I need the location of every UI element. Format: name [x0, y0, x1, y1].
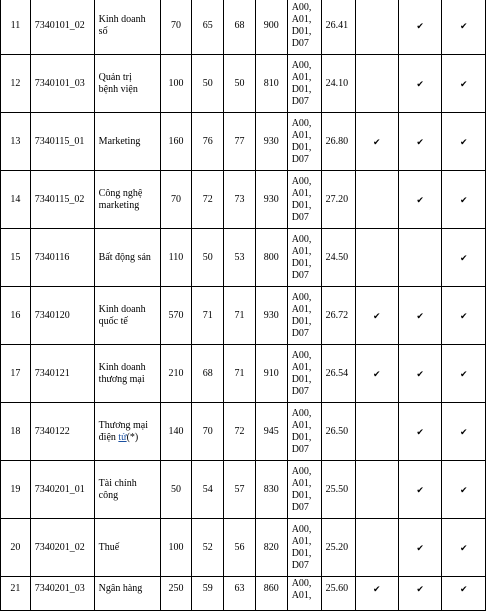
subject-combination: A00, [291, 117, 312, 129]
subject-combination: A00, [291, 523, 312, 535]
threshold-c-cell: 900 [255, 0, 287, 55]
method-2-check-cell: ✔ [398, 403, 441, 461]
admission-score-cell: 24.10 [321, 55, 355, 113]
admission-score-cell: 27.20 [321, 171, 355, 229]
method-2-check-cell: ✔ [398, 171, 441, 229]
table-row [1, 0, 486, 55]
subject-combination: A01, [291, 361, 312, 373]
program-name-line: công [98, 489, 119, 501]
program-name-line: Ngân hàng [98, 583, 143, 594]
row-number-cell: 21 [1, 577, 31, 611]
threshold-c-cell: 830 [255, 461, 287, 519]
subject-combination: A01, [291, 303, 312, 315]
program-name-cell [94, 287, 160, 345]
subject-combination: A01, [291, 71, 312, 83]
quota-cell: 160 [160, 113, 192, 171]
program-name-line: thương mại [98, 373, 145, 385]
subject-combination: A01, [291, 419, 312, 431]
threshold-c-cell: 945 [255, 403, 287, 461]
threshold-a-cell: 50 [192, 55, 224, 113]
admission-score-cell: 26.80 [321, 113, 355, 171]
quota-cell: 250 [160, 577, 192, 611]
method-3-check-cell: ✔ [442, 345, 486, 403]
threshold-b-cell: 50 [224, 55, 256, 113]
threshold-b-cell: 57 [224, 461, 256, 519]
row-number-cell: 11 [1, 0, 31, 55]
method-3-check-cell: ✔ [442, 577, 486, 611]
subject-combination: A01, [291, 129, 312, 141]
subject-combination: A00, [291, 465, 312, 477]
program-name-line: Marketing [98, 135, 141, 147]
program-code-cell: 7340116 [30, 229, 94, 287]
method-1-check-cell [355, 461, 398, 519]
table-row [1, 229, 486, 287]
threshold-b-cell: 71 [224, 345, 256, 403]
program-code-cell: 7340201_02 [30, 519, 94, 577]
program-name-line: Thương mại [98, 419, 148, 431]
threshold-a-cell: 68 [192, 345, 224, 403]
method-2-check-cell: ✔ [398, 345, 441, 403]
program-name-line: Bất động sản [98, 251, 151, 263]
row-number-cell: 16 [1, 287, 31, 345]
method-3-check-cell: ✔ [442, 287, 486, 345]
subject-combinations-cell [287, 171, 321, 229]
table-row [1, 461, 486, 519]
admission-score-cell: 26.50 [321, 403, 355, 461]
program-code-cell: 7340115_02 [30, 171, 94, 229]
program-name-line: Thuế [98, 541, 120, 553]
subject-combination: A01, [291, 245, 312, 257]
threshold-a-cell: 70 [192, 403, 224, 461]
row-number-cell: 15 [1, 229, 31, 287]
program-name-line: Kinh doanh [98, 303, 146, 315]
subject-combination: A00, [291, 233, 312, 245]
method-2-check-cell: ✔ [398, 0, 441, 55]
method-1-check-cell: ✔ [355, 113, 398, 171]
table-row [1, 171, 486, 229]
quota-cell: 140 [160, 403, 192, 461]
threshold-c-cell: 930 [255, 287, 287, 345]
program-name-cell [94, 577, 160, 611]
program-name-line: Tài chính [98, 477, 137, 489]
subject-combination: A00, [291, 59, 312, 71]
row-number-cell: 17 [1, 345, 31, 403]
threshold-b-cell: 68 [224, 0, 256, 55]
program-name-line: quốc tế [98, 315, 128, 327]
threshold-c-cell: 800 [255, 229, 287, 287]
program-code-cell: 7340101_03 [30, 55, 94, 113]
method-2-check-cell: ✔ [398, 577, 441, 611]
subject-combination: D01, [291, 547, 312, 559]
row-number-cell: 14 [1, 171, 31, 229]
subject-combinations-cell [287, 0, 321, 55]
quota-cell: 100 [160, 519, 192, 577]
table-row [1, 113, 486, 171]
subject-combination: D07 [291, 385, 309, 397]
subject-combinations-cell [287, 577, 321, 611]
admission-score-cell: 25.60 [321, 577, 355, 611]
quota-cell: 70 [160, 171, 192, 229]
row-number-cell: 20 [1, 519, 31, 577]
program-name-cell [94, 461, 160, 519]
method-1-check-cell [355, 0, 398, 55]
threshold-c-cell: 860 [255, 577, 287, 611]
table-row [1, 55, 486, 113]
threshold-a-cell: 52 [192, 519, 224, 577]
table-row [1, 287, 486, 345]
program-name-line: bệnh viện [98, 83, 138, 95]
subject-combination: D01, [291, 199, 312, 211]
subject-combinations-cell [287, 403, 321, 461]
program-code-cell: 7340122 [30, 403, 94, 461]
subject-combination: A00, [291, 291, 312, 303]
quota-cell: 110 [160, 229, 192, 287]
table-body [1, 0, 486, 611]
program-name-cell [94, 229, 160, 287]
method-3-check-cell: ✔ [442, 113, 486, 171]
method-1-check-cell [355, 403, 398, 461]
method-3-check-cell: ✔ [442, 403, 486, 461]
method-1-check-cell [355, 519, 398, 577]
program-name-link[interactable]: tử [118, 431, 127, 443]
subject-combination: D07 [291, 559, 309, 571]
threshold-b-cell: 63 [224, 577, 256, 611]
method-3-check-cell: ✔ [442, 55, 486, 113]
method-2-check-cell: ✔ [398, 55, 441, 113]
subject-combination: A01, [291, 13, 312, 25]
threshold-c-cell: 810 [255, 55, 287, 113]
program-name-cell [94, 519, 160, 577]
admission-score-cell: 25.20 [321, 519, 355, 577]
subject-combination: D01, [291, 315, 312, 327]
program-name-line: Kinh doanh [98, 361, 146, 373]
subject-combination: D01, [291, 141, 312, 153]
subject-combination: D07 [291, 95, 309, 107]
subject-combinations-cell [287, 461, 321, 519]
threshold-c-cell: 930 [255, 113, 287, 171]
threshold-b-cell: 56 [224, 519, 256, 577]
subject-combination: D01, [291, 431, 312, 443]
quota-cell: 70 [160, 0, 192, 55]
table-row [1, 519, 486, 577]
subject-combination: D01, [291, 257, 312, 269]
program-code-cell: 7340201_03 [30, 577, 94, 611]
program-code-cell: 7340201_01 [30, 461, 94, 519]
program-name-cell [94, 0, 160, 55]
program-name-line: Quản trị [98, 71, 132, 83]
subject-combination: D07 [291, 443, 309, 455]
method-3-check-cell: ✔ [442, 229, 486, 287]
threshold-b-cell: 72 [224, 403, 256, 461]
table-row [1, 345, 486, 403]
method-2-check-cell [398, 229, 441, 287]
program-name-line: điện tử(*) [98, 431, 139, 443]
program-name-cell [94, 55, 160, 113]
subject-combination: D07 [291, 327, 309, 339]
threshold-a-cell: 59 [192, 577, 224, 611]
admission-score-cell: 26.72 [321, 287, 355, 345]
method-3-check-cell: ✔ [442, 0, 486, 55]
quota-cell: 50 [160, 461, 192, 519]
method-1-check-cell [355, 55, 398, 113]
threshold-a-cell: 71 [192, 287, 224, 345]
subject-combination: A00, [291, 175, 312, 187]
subject-combination: A00, [291, 1, 312, 13]
subject-combination: D07 [291, 501, 309, 513]
subject-combination: A00, [291, 407, 312, 419]
threshold-a-cell: 76 [192, 113, 224, 171]
subject-combinations-cell [287, 345, 321, 403]
threshold-a-cell: 65 [192, 0, 224, 55]
threshold-b-cell: 73 [224, 171, 256, 229]
method-1-check-cell: ✔ [355, 577, 398, 611]
subject-combination: D01, [291, 25, 312, 37]
quota-cell: 100 [160, 55, 192, 113]
admission-score-cell: 24.50 [321, 229, 355, 287]
admission-score-cell: 26.54 [321, 345, 355, 403]
program-name-cell [94, 171, 160, 229]
subject-combination: A01, [291, 187, 312, 199]
method-2-check-cell: ✔ [398, 113, 441, 171]
threshold-a-cell: 72 [192, 171, 224, 229]
admission-score-cell: 26.41 [321, 0, 355, 55]
subject-combination: A01, [291, 590, 312, 601]
threshold-b-cell: 77 [224, 113, 256, 171]
quota-cell: 210 [160, 345, 192, 403]
subject-combination: A01, [291, 535, 312, 547]
table-row [1, 403, 486, 461]
subject-combinations-cell [287, 519, 321, 577]
method-2-check-cell: ✔ [398, 287, 441, 345]
program-name-cell [94, 403, 160, 461]
subject-combination: A00, [291, 349, 312, 361]
method-3-check-cell: ✔ [442, 171, 486, 229]
subject-combination: D07 [291, 269, 309, 281]
threshold-c-cell: 820 [255, 519, 287, 577]
program-code-cell: 7340120 [30, 287, 94, 345]
threshold-c-cell: 930 [255, 171, 287, 229]
program-name-line: Công nghệ [98, 187, 143, 199]
program-code-cell: 7340101_02 [30, 0, 94, 55]
program-name-cell [94, 113, 160, 171]
method-3-check-cell: ✔ [442, 461, 486, 519]
subject-combination: D07 [291, 211, 309, 223]
subject-combination: D01, [291, 373, 312, 385]
threshold-c-cell: 910 [255, 345, 287, 403]
subject-combination: D07 [291, 153, 309, 165]
method-1-check-cell: ✔ [355, 345, 398, 403]
method-3-check-cell: ✔ [442, 519, 486, 577]
subject-combination: A01, [291, 477, 312, 489]
admission-score-cell: 25.50 [321, 461, 355, 519]
row-number-cell: 18 [1, 403, 31, 461]
method-1-check-cell: ✔ [355, 287, 398, 345]
row-number-cell: 13 [1, 113, 31, 171]
program-name-line: số [98, 25, 108, 37]
subject-combinations-cell [287, 287, 321, 345]
table-row [1, 577, 486, 611]
subject-combination: D07 [291, 37, 309, 49]
program-code-cell: 7340115_01 [30, 113, 94, 171]
program-name-line: marketing [98, 199, 140, 211]
method-2-check-cell: ✔ [398, 461, 441, 519]
threshold-b-cell: 53 [224, 229, 256, 287]
threshold-b-cell: 71 [224, 287, 256, 345]
method-2-check-cell: ✔ [398, 519, 441, 577]
program-name-line: Kinh doanh [98, 13, 146, 25]
program-name-cell [94, 345, 160, 403]
subject-combinations-cell [287, 113, 321, 171]
subject-combination: D01, [291, 489, 312, 501]
method-1-check-cell [355, 171, 398, 229]
quota-cell: 570 [160, 287, 192, 345]
subject-combination: D01, [291, 83, 312, 95]
threshold-a-cell: 54 [192, 461, 224, 519]
program-code-cell: 7340121 [30, 345, 94, 403]
threshold-a-cell: 50 [192, 229, 224, 287]
row-number-cell: 19 [1, 461, 31, 519]
method-1-check-cell [355, 229, 398, 287]
row-number-cell: 12 [1, 55, 31, 113]
subject-combinations-cell [287, 55, 321, 113]
subject-combination: A00, [291, 578, 312, 589]
subject-combinations-cell [287, 229, 321, 287]
